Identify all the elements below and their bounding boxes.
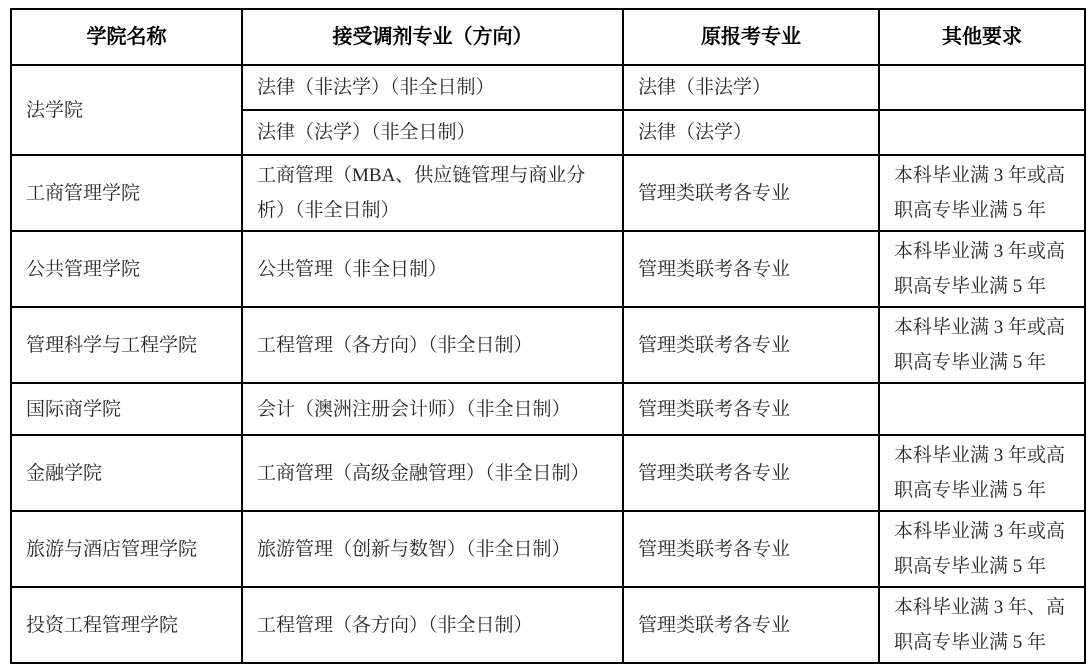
cell-accepted-major: 会计（澳洲注册会计师）（非全日制） xyxy=(242,383,623,435)
cell-accepted-major: 公共管理（非全日制） xyxy=(242,231,623,307)
table-row xyxy=(11,231,1085,307)
table-row xyxy=(11,307,1085,383)
cell-other-requirements: 本科毕业满 3 年或高职高专毕业满 5 年 xyxy=(879,231,1085,307)
header-other-requirements: 其他要求 xyxy=(879,9,1085,65)
cell-other-requirements: 本科毕业满 3 年或高职高专毕业满 5 年 xyxy=(879,511,1085,587)
table-body xyxy=(11,65,1085,663)
cell-other-requirements xyxy=(879,110,1085,155)
cell-original-major: 管理类联考各专业 xyxy=(623,511,879,587)
cell-original-major: 法律（非法学） xyxy=(623,65,879,110)
table-row xyxy=(11,511,1085,587)
cell-other-requirements: 本科毕业满 3 年或高职高专毕业满 5 年 xyxy=(879,155,1085,231)
document-page xyxy=(0,8,1091,653)
cell-other-requirements xyxy=(879,383,1085,435)
header-row xyxy=(11,9,1085,65)
table-row xyxy=(11,383,1085,435)
cell-accepted-major: 工商管理（MBA、供应链管理与商业分析）（非全日制） xyxy=(242,155,623,231)
cell-accepted-major: 法律（非法学）（非全日制） xyxy=(242,65,623,110)
cell-other-requirements: 本科毕业满 3 年或高职高专毕业满 5 年 xyxy=(879,307,1085,383)
table-row xyxy=(11,435,1085,511)
cell-accepted-major: 工商管理（高级金融管理）（非全日制） xyxy=(242,435,623,511)
adjustment-majors-table xyxy=(10,8,1086,664)
table-row xyxy=(11,155,1085,231)
cell-accepted-major: 旅游管理（创新与数智）（非全日制） xyxy=(242,511,623,587)
cell-original-major: 管理类联考各专业 xyxy=(623,435,879,511)
cell-college-name: 投资工程管理学院 xyxy=(11,587,242,663)
header-accepted-major: 接受调剂专业（方向） xyxy=(242,9,623,65)
cell-other-requirements: 本科毕业满 3 年、高职高专毕业满 5 年 xyxy=(879,587,1085,663)
cell-original-major: 管理类联考各专业 xyxy=(623,383,879,435)
cell-original-major: 管理类联考各专业 xyxy=(623,155,879,231)
cell-accepted-major: 法律（法学）（非全日制） xyxy=(242,110,623,155)
cell-college-name: 国际商学院 xyxy=(11,383,242,435)
cell-college-name: 金融学院 xyxy=(11,435,242,511)
cell-accepted-major: 工程管理（各方向）（非全日制） xyxy=(242,587,623,663)
cell-original-major: 管理类联考各专业 xyxy=(623,231,879,307)
header-original-major: 原报考专业 xyxy=(623,9,879,65)
table-row xyxy=(11,587,1085,663)
cell-college-name: 工商管理学院 xyxy=(11,155,242,231)
cell-college-name: 管理科学与工程学院 xyxy=(11,307,242,383)
cell-original-major: 管理类联考各专业 xyxy=(623,587,879,663)
table-row xyxy=(11,65,1085,110)
cell-original-major: 法律（法学） xyxy=(623,110,879,155)
cell-other-requirements: 本科毕业满 3 年或高职高专毕业满 5 年 xyxy=(879,435,1085,511)
cell-college-name: 法学院 xyxy=(11,65,242,155)
cell-other-requirements xyxy=(879,65,1085,110)
header-college-name: 学院名称 xyxy=(11,9,242,65)
cell-original-major: 管理类联考各专业 xyxy=(623,307,879,383)
cell-accepted-major: 工程管理（各方向）（非全日制） xyxy=(242,307,623,383)
cell-college-name: 旅游与酒店管理学院 xyxy=(11,511,242,587)
cell-college-name: 公共管理学院 xyxy=(11,231,242,307)
